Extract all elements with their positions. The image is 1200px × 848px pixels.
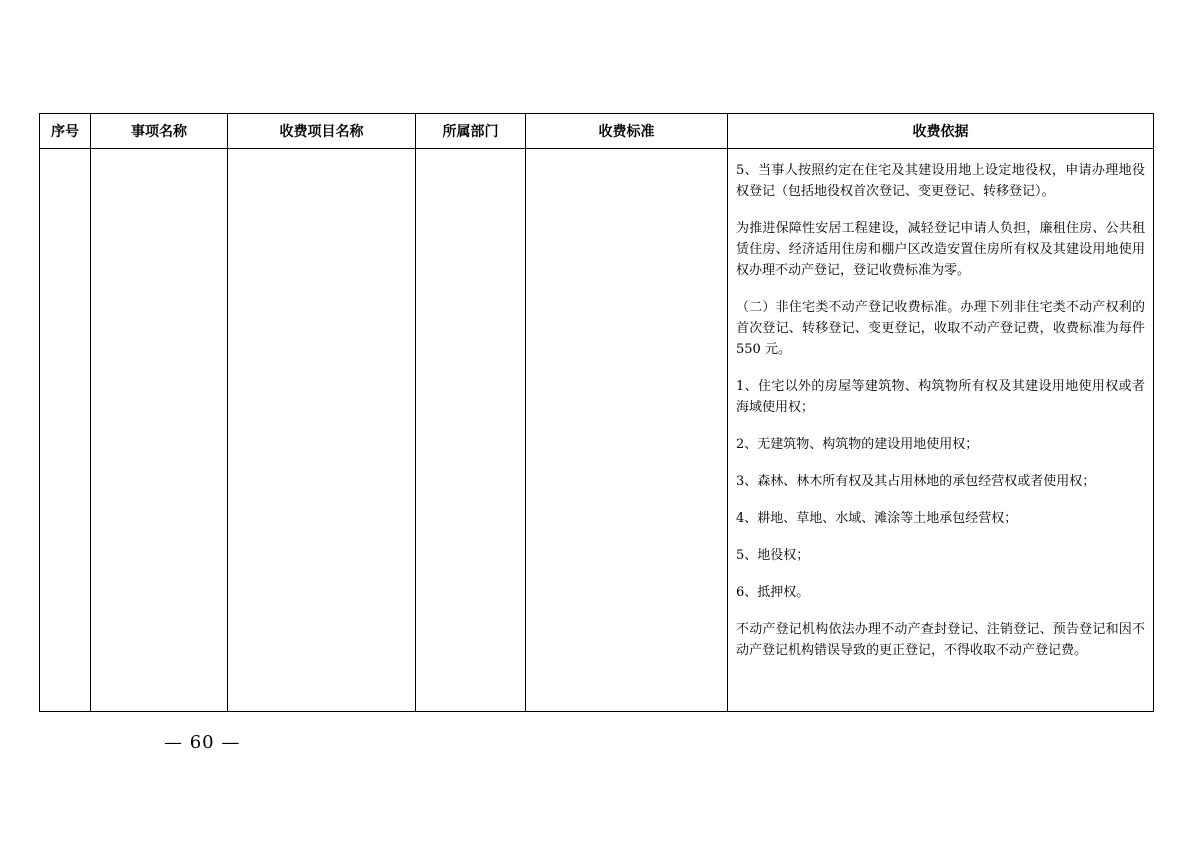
- header-index: 序号: [40, 114, 91, 149]
- basis-text: [728, 149, 1153, 661]
- header-standard: 收费标准: [526, 114, 728, 149]
- fee-table: [39, 113, 1154, 712]
- page-number: — 60 —: [164, 732, 241, 753]
- basis-paragraph: （二）非住宅类不动产登记收费标准。办理下列非住宅类不动产权利的首次登记、转移登记、变更登记，收取不动产登记费，收费标准为每件 550 元。: [736, 300, 1145, 357]
- header-charge-item: 收费项目名称: [228, 114, 416, 149]
- basis-paragraph: 3、森林、林木所有权及其占用林地的承包经营权或者使用权；: [736, 474, 1096, 489]
- cell-basis: [728, 149, 1154, 712]
- basis-paragraph: 5、地役权；: [736, 548, 810, 563]
- basis-paragraph: 6、抵押权。: [736, 585, 810, 600]
- header-department: 所属部门: [416, 114, 526, 149]
- basis-paragraph: 2、无建筑物、构筑物的建设用地使用权；: [736, 437, 979, 452]
- cell-item-name: [91, 149, 228, 712]
- table-header-row: [40, 114, 1154, 149]
- cell-index: [40, 149, 91, 712]
- header-basis: 收费依据: [728, 114, 1154, 149]
- cell-department: [416, 149, 526, 712]
- basis-paragraph: 1、住宅以外的房屋等建筑物、构筑物所有权及其建设用地使用权或者海域使用权；: [736, 379, 1145, 415]
- cell-standard: [526, 149, 728, 712]
- basis-paragraph: 4、耕地、草地、水域、滩涂等土地承包经营权；: [736, 511, 1018, 526]
- cell-charge-item: [228, 149, 416, 712]
- header-item-name: 事项名称: [91, 114, 228, 149]
- basis-paragraph: 不动产登记机构依法办理不动产查封登记、注销登记、预告登记和因不动产登记机构错误导致的更正登记，不得收取不动产登记费。: [736, 622, 1145, 658]
- table-row: [40, 149, 1154, 712]
- basis-paragraph: 为推进保障性安居工程建设，减轻登记申请人负担，廉租住房、公共租赁住房、经济适用住房和棚户区改造安置住房所有权及其建设用地使用权办理不动产登记，登记收费标准为零。: [736, 221, 1145, 278]
- basis-paragraph: 5、当事人按照约定在住宅及其建设用地上设定地役权，申请办理地役权登记（包括地役权首次登记、变更登记、转移登记）。: [736, 163, 1145, 199]
